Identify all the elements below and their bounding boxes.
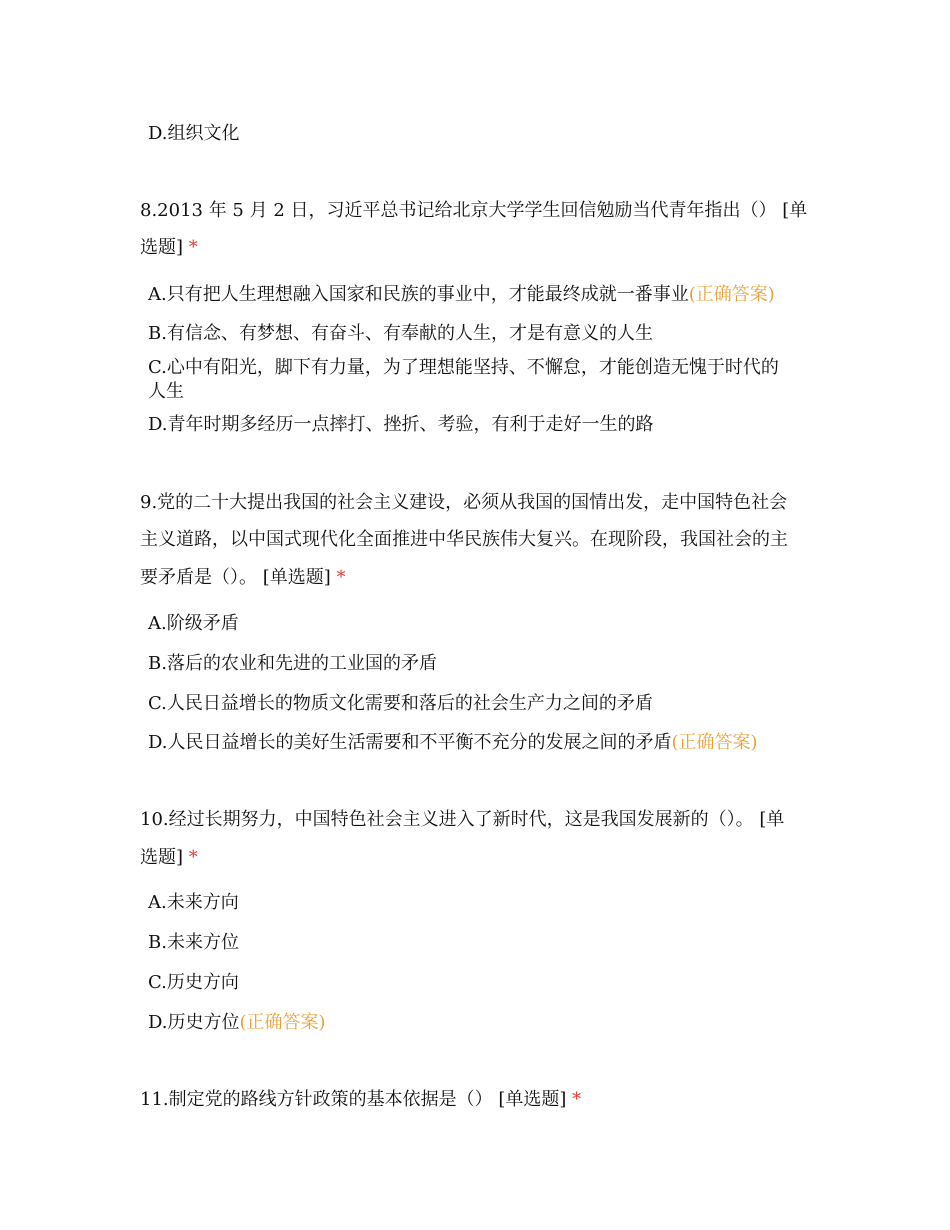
- q9-title-text-3: 要矛盾是（）。 [单选题]: [140, 567, 331, 588]
- q9-required-marker: *: [336, 567, 346, 588]
- q10-option-c: [148, 971, 820, 995]
- q10-title-text-2: 选题]: [140, 847, 184, 868]
- q9-option-d: [148, 731, 820, 755]
- q9-correct-answer-tag: (正确答案): [671, 732, 758, 753]
- q8-title-text-1: 8.2013 年 5 月 2 日，习近平总书记给北京大学学生回信勉励当代青年指出（） [单: [140, 200, 808, 221]
- q9-title-line3: [140, 566, 820, 590]
- q8-title-line2: [140, 236, 820, 260]
- q8-option-d: [148, 413, 820, 437]
- q8-option-a: [148, 283, 820, 307]
- q11-title-text-1: 11.制定党的路线方针政策的基本依据是（） [单选题]: [140, 1089, 567, 1110]
- q8-title-line1: [140, 199, 820, 223]
- q9-option-c-text: C.人民日益增长的物质文化需要和落后的社会生产力之间的矛盾: [148, 693, 653, 714]
- q10-correct-answer-tag: (正确答案): [239, 1012, 326, 1033]
- q10-title-line2: [140, 846, 820, 870]
- q9-title-line2: [140, 528, 820, 552]
- q8-title-text-2: 选题]: [140, 237, 184, 258]
- q8-option-b: [148, 322, 820, 346]
- q8-option-a-text: A.只有把人生理想融入国家和民族的事业中，才能最终成就一番事业: [148, 284, 689, 305]
- q8-option-c-line1: [148, 356, 820, 380]
- q9-option-a: [148, 612, 820, 636]
- q10-option-d: [148, 1011, 820, 1035]
- q9-option-a-text: A.阶级矛盾: [148, 613, 239, 634]
- q8-option-d-text: D.青年时期多经历一点摔打、挫折、考验，有利于走好一生的路: [148, 414, 654, 435]
- q10-option-d-text: D.历史方位: [148, 1012, 240, 1033]
- q10-option-a: [148, 891, 820, 915]
- q10-title-line1: [140, 808, 820, 832]
- q9-option-c: [148, 692, 820, 716]
- q8-option-b-text: B.有信念、有梦想、有奋斗、有奉献的人生，才是有意义的人生: [148, 323, 653, 344]
- q8-option-c-line2: [148, 380, 820, 404]
- q10-option-b: [148, 931, 820, 955]
- q9-title-text-2: 主义道路，以中国式现代化全面推进中华民族伟大复兴。在现阶段，我国社会的主: [140, 529, 788, 550]
- q9-option-d-text: D.人民日益增长的美好生活需要和不平衡不充分的发展之间的矛盾: [148, 732, 672, 753]
- q8-option-c-text-1: C.心中有阳光，脚下有力量，为了理想能坚持、不懈怠，才能创造无愧于时代的: [148, 357, 779, 378]
- q8-correct-answer-tag: (正确答案): [688, 284, 775, 305]
- q9-option-b: [148, 652, 820, 676]
- q10-option-a-text: A.未来方向: [148, 892, 239, 913]
- q7-option-d-text: D.组织文化: [148, 123, 240, 144]
- q9-option-b-text: B.落后的农业和先进的工业国的矛盾: [148, 653, 437, 674]
- q8-required-marker: *: [188, 237, 198, 258]
- q10-required-marker: *: [188, 847, 198, 868]
- q11-title-line1: [140, 1088, 820, 1112]
- q10-option-c-text: C.历史方向: [148, 972, 239, 993]
- q9-title-line1: [140, 491, 820, 515]
- q8-option-c-text-2: 人生: [148, 381, 184, 402]
- q10-title-text-1: 10.经过长期努力，中国特色社会主义进入了新时代，这是我国发展新的（）。 [单: [140, 809, 785, 830]
- q11-required-marker: *: [572, 1089, 582, 1110]
- q9-title-text-1: 9.党的二十大提出我国的社会主义建设，必须从我国的国情出发，走中国特色社会: [140, 492, 788, 513]
- q10-option-b-text: B.未来方位: [148, 932, 239, 953]
- q7-option-d: [148, 122, 820, 146]
